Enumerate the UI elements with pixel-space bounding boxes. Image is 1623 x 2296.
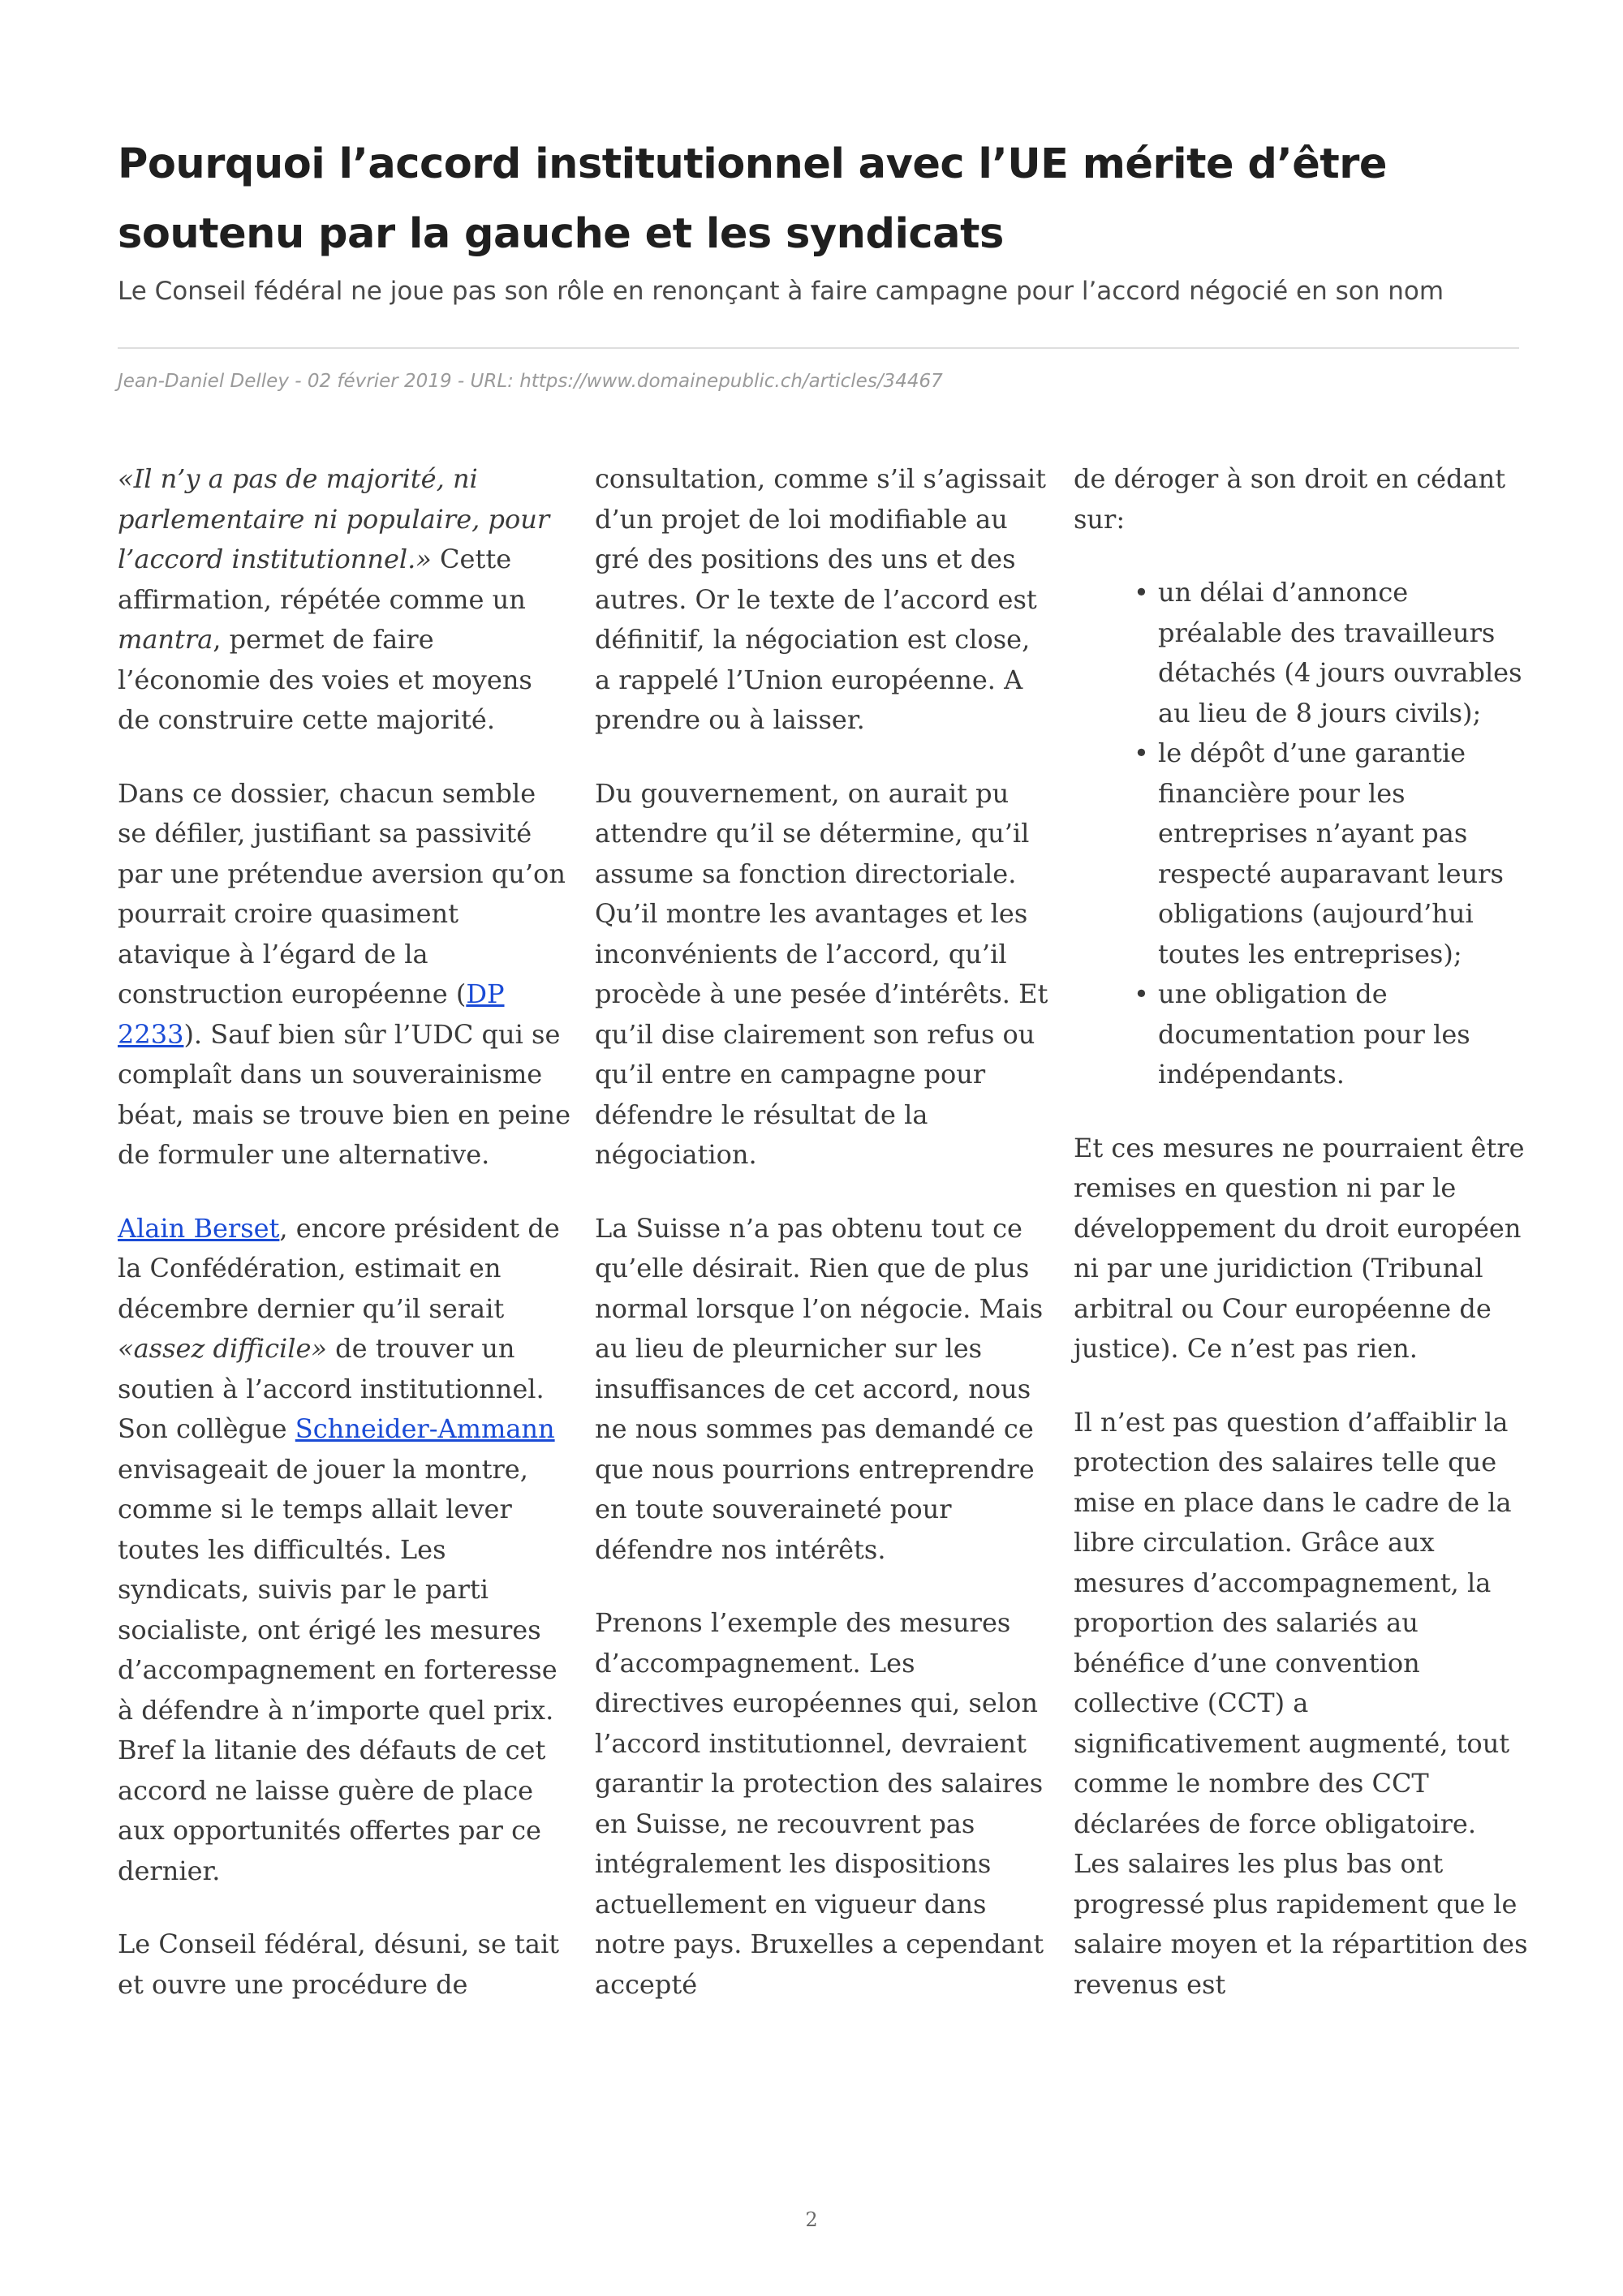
column-2 [595, 459, 1049, 2038]
article-title: Pourquoi l’accord institutionnel avec l’UE mérite d’être soutenu par la gauche et les syndicats [118, 140, 1387, 258]
list-item-text: un délai d’annonce préalable des travailleurs détachés (4 jours ouvrables au lieu de 8 jours civils); [1158, 577, 1522, 729]
column-1 [118, 459, 572, 2038]
text: , permet de faire l’économie des voies et moyens de construire cette majorité. [118, 624, 532, 735]
paragraph [118, 459, 572, 741]
text: de trouver un soutien à l’accord institutionnel. Son collègue [118, 1333, 545, 1444]
schneider-ammann-link[interactable]: Schneider-Ammann [295, 1413, 555, 1444]
emphasis: «assez difficile» [118, 1333, 327, 1364]
dp-2233-link[interactable]: DP 2233 [118, 978, 505, 1050]
paragraph: Et ces mesures ne pourraient être remises en question ni par le développement du droit européen ni par une juridiction (Tribunal arbitral ou Cour européenne de justice). Ce n’est pas rien. [1074, 1132, 1525, 1364]
paragraph: Prenons l’exemple des mesures d’accompagnement. Les directives européennes qui, selon l’accord institutionnel, devraient garantir la protection des salaires en Suisse, ne recouvrent pas intégralement les dispositions actuellement en vigueur dans notre pays. Bruxelles a cependant accepté [595, 1607, 1044, 2000]
paragraph: consultation, comme s’il s’agissait d’un projet de loi modifiable au gré des positions des uns et des autres. Or le texte de l’accord est définitif, la négociation est close, a rappelé l’Union européenne. A prendre ou à laisser. [595, 463, 1046, 735]
list-item [1134, 573, 1528, 733]
header-divider [118, 347, 1519, 349]
bullet-icon: • [1134, 978, 1149, 1009]
text: Cette affirmation, répétée comme un [118, 544, 526, 615]
emphasis: mantra [118, 624, 213, 655]
paragraph: Il n’est pas question d’affaiblir la protection des salaires telle que mise en place dans le cadre de la libre circulation. Grâce aux mesures d’accompagnement, la proportion des salariés au bénéfice d’une convention collective (CCT) a significativement augmenté, tout comme le nombre des CCT déclarées de force obligatoire. Les salaires les plus bas ont progressé plus rapidement que le salaire moyen et la répartition des revenus est [1074, 1406, 1528, 2000]
bullet-icon: • [1134, 737, 1149, 768]
paragraph: de déroger à son droit en cédant sur: [1074, 463, 1506, 535]
list-item [1134, 974, 1528, 1095]
text: envisageait de jouer la montre, comme si le temps allait lever toutes les difficultés. Les syndicats, suivis par le parti socialiste, ont érigé les mesures d’accompagnement en forteresse à défendre à n’importe quel prix. Bref la litanie des défauts de cet accord ne laisse guère de place aux opportunités offertes par ce dernier. [118, 1453, 558, 1886]
list-item [1134, 733, 1528, 974]
article-subtitle: Le Conseil fédéral ne joue pas son rôle en renonçant à faire campagne pour l’accord négocié en son nom [118, 277, 1444, 306]
list-item-text: le dépôt d’une garantie financière pour les entreprises n’ayant pas respecté auparavant leurs obligations (aujourd’hui toutes les entreprises); [1158, 737, 1504, 970]
bullet-list [1074, 573, 1528, 1095]
list-item-text: une obligation de documentation pour les indépendants. [1158, 978, 1470, 1090]
alain-berset-link[interactable]: Alain Berset [118, 1212, 280, 1244]
paragraph [118, 774, 572, 1176]
page-number: 2 [805, 2208, 818, 2231]
bullet-icon: • [1134, 577, 1149, 608]
text: ). Sauf bien sûr l’UDC qui se complaît dans un souverainisme béat, mais se trouve bien en peine de formuler une alternative. [118, 1018, 571, 1170]
article-meta: Jean-Daniel Delley - 02 février 2019 - URL: https://www.domainepublic.ch/articles/34467 [118, 371, 943, 392]
quote: «Il n’y a pas de majorité, ni parlementaire ni populaire, pour l’accord institutionnel.» [118, 463, 550, 574]
column-3 [1074, 459, 1528, 2038]
paragraph: Le Conseil fédéral, désuni, se tait et ouvre une procédure de [118, 1928, 560, 2000]
paragraph [118, 1209, 572, 1892]
text: , encore président de la Confédération, estimait en décembre dernier qu’il serait [118, 1212, 560, 1324]
paragraph: La Suisse n’a pas obtenu tout ce qu’elle désirait. Rien que de plus normal lorsque l’on négocie. Mais au lieu de pleurnicher sur les insuffisances de cet accord, nous ne nous sommes pas demandé ce que nous pourrions entreprendre en toute souveraineté pour défendre nos intérêts. [595, 1212, 1044, 1565]
text: Dans ce dossier, chacun semble se défiler, justifiant sa passivité par une prétendue aversion qu’on pourrait croire quasiment atavique à l’égard de la construction européenne ( [118, 777, 566, 1009]
paragraph: Du gouvernement, on aurait pu attendre qu’il se détermine, qu’il assume sa fonction directoriale. Qu’il montre les avantages et les inconvénients de l’accord, qu’il procède à une pesée d’intérêts. Et qu’il dise clairement son refus ou qu’il entre en campagne pour défendre le résultat de la négociation. [595, 777, 1048, 1170]
